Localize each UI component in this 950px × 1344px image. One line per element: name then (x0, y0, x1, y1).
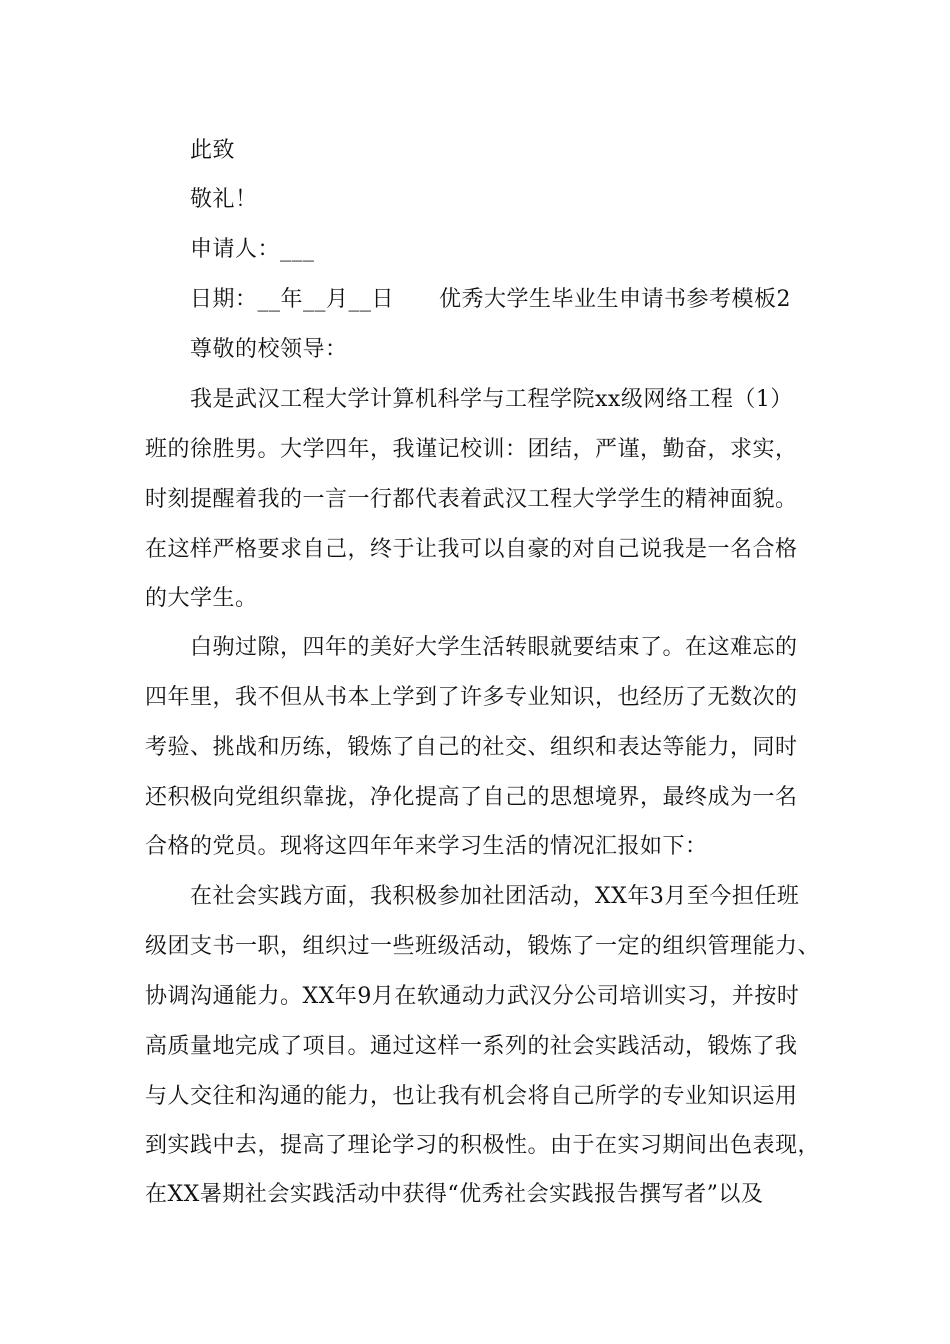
paragraph-1-line-4: 在这样严格要求自己，终于让我可以自豪的对自己说我是一名合格 (145, 537, 798, 562)
paragraph-3-line-4: 高质量地完成了项目。通过这样一系列的社会实践活动，锻炼了我 (145, 1034, 798, 1059)
paragraph-3-line-3: 协调沟通能力。XX年9月在软通动力武汉分公司培训实习，并按时 (145, 984, 800, 1009)
paragraph-3-line-7: 在XX暑期社会实践活动中获得“优秀社会实践报告撰写者”以及 (145, 1182, 764, 1207)
paragraph-2-line-1: 白驹过隙，四年的美好大学生活转眼就要结束了。在这难忘的 (190, 635, 798, 660)
paragraph-1-line-2: 班的徐胜男。大学四年，我谨记校训：团结，严谨，勤奋，求实， (145, 437, 798, 462)
paragraph-2-line-3: 考验、挑战和历练，锻炼了自己的社交、组织和表达等能力，同时 (145, 735, 798, 760)
paragraph-3-line-1: 在社会实践方面，我积极参加社团活动，XX年3月至今担任班 (190, 884, 800, 909)
closing-line-1: 此致 (190, 138, 236, 163)
paragraph-2-line-4: 还积极向党组织靠拢，净化提高了自己的思想境界，最终成为一名 (145, 785, 798, 810)
paragraph-3-line-6: 到实践中去，提高了理论学习的积极性。由于在实习期间出色表现， (145, 1133, 821, 1158)
date-and-title-line: 日期：__年__月__日 优秀大学生毕业生申请书参考模板2 (190, 287, 791, 312)
paragraph-1-line-1: 我是武汉工程大学计算机科学与工程学院xx级网络工程（1） (190, 387, 793, 412)
applicant-line: 申请人：___ (190, 237, 315, 262)
salutation: 尊敬的校领导： (190, 337, 348, 362)
paragraph-1-line-5: 的大学生。 (145, 586, 258, 611)
paragraph-2-line-5: 合格的党员。现将这四年年来学习生活的情况汇报如下： (145, 834, 708, 859)
paragraph-3-line-2: 级团支书一职，组织过一些班级活动，锻炼了一定的组织管理能力、 (145, 934, 821, 959)
paragraph-3-line-5: 与人交往和沟通的能力，也让我有机会将自己所学的专业知识运用 (145, 1084, 798, 1109)
closing-line-2: 敬礼！ (190, 187, 258, 212)
paragraph-1-line-3: 时刻提醒着我的一言一行都代表着武汉工程大学学生的精神面貌。 (145, 487, 798, 512)
paragraph-2-line-2: 四年里，我不但从书本上学到了许多专业知识，也经历了无数次的 (145, 685, 798, 710)
